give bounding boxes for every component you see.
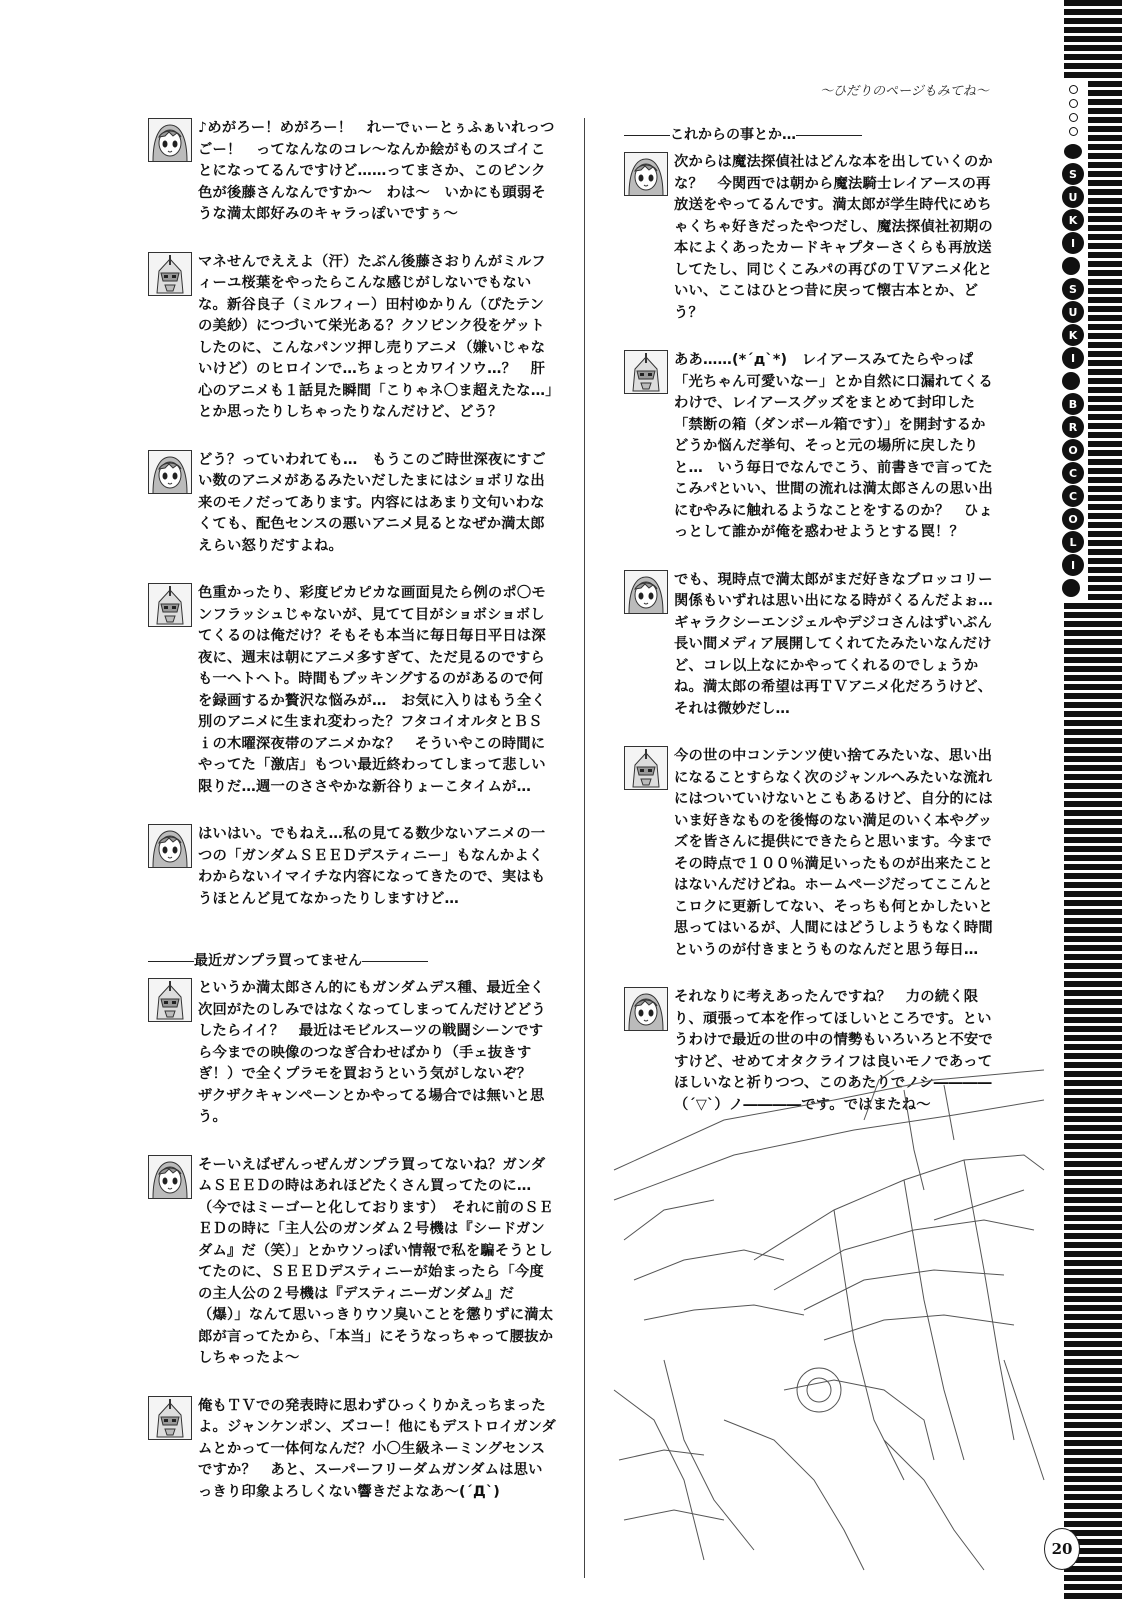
- left-column: [148, 118, 556, 1529]
- column-divider: [584, 118, 585, 1578]
- section-title: 最近ガンプラ買ってません: [194, 953, 362, 969]
- girl-face-icon: [148, 118, 192, 162]
- robot-head-icon: [148, 252, 192, 296]
- entry-text: 今の世の中コンテンツ使い捨てみたいな、思い出になることすらなく次のジャンルへみたいな流れにはついていけないとこもあるけど、自分的にはいま好きなものを後悔のない満足のいく本やグッズを皆さんに提供にできたらと思います。今までその時点で１００％満足いったものが出来たことはないんだけどね。ホームページだってここんとこロクに更新してない、そっちも何とかしたいと思ってはいるが、人間にはどうしようもなく時間というのが付きまとうものなんだと思う毎日…: [674, 748, 993, 958]
- page-number: 20: [1044, 1528, 1080, 1570]
- sidebar-letter: O: [1062, 439, 1084, 461]
- girl-face-icon: [624, 570, 668, 614]
- entry-text: ♪めがろー！めがろー！ れーでぃーとぅふぁいれっつごー！ ってなんなのコレ〜なんか絵がものスゴイことになってるんですけど……ってまさか、このピンク色が後藤さんなんですか〜 わは〜 いかにも頭弱そうな満太郎好みのキャラっぽいですぅ〜: [198, 120, 555, 222]
- sidebar-letter: K: [1062, 209, 1084, 231]
- sidebar-bullet: [1062, 372, 1080, 390]
- robot-head-icon: [148, 1396, 192, 1440]
- right-column: [624, 118, 1008, 1142]
- sidebar-letter: L: [1062, 531, 1084, 553]
- dialogue-entry: [624, 570, 1008, 721]
- entry-text: はいはい。でもねえ…私の見てる数少ないアニメの一つの「ガンダムＳＥＥＤデスティニー」もなんかよくわからないイマイチな内容になってきたので、実はもうほとんど見てなかったりしますけど…: [198, 826, 546, 907]
- sidebar-bullet: [1062, 579, 1080, 597]
- entry-text: マネせんでええよ（汗）たぶん後藤さおりんがミルフィーユ桜葉をやったらこんな感じがしないでもないな。新谷良子（ミルフィー）田村ゆかりん（ぴたテンの美紗）につづいて栄光ある？クソピンク役をゲットしたのに、こんなパンツ押し売りアニメ（嫌いじゃないけど）のヒロインで…ちょっとカワイソウ…？ 肝心のアニメも１話見た瞬間「こりゃネ〇ま超えたな…」とか思ったりしちゃったりなんだけど、どう？: [198, 253, 553, 420]
- dialogue-entry: [148, 583, 556, 798]
- sidebar-letter: S: [1062, 163, 1084, 185]
- girl-face-icon: [148, 1155, 192, 1199]
- sidebar-bullet: [1062, 257, 1080, 275]
- sidebar-letter: S: [1062, 278, 1084, 300]
- section-heading: [624, 124, 996, 144]
- girl-face-icon: [624, 987, 668, 1031]
- robot-head-icon: [148, 583, 192, 627]
- robot-head-icon: [624, 350, 668, 394]
- sidebar-letter: B: [1062, 393, 1084, 415]
- entry-text: 俺もＴＶでの発表時に思わずひっくりかえっちまったよ。ジャンケンポン、ズコー！他にもデストロイガンダムとかって一体何なんだ？小〇生級ネーミングセンスですか？ あと、スーパーフリーダムガンダムは思いっきり印象よろしくない響きだよなあ〜(´Д`): [198, 1397, 556, 1500]
- sidebar-letter: O: [1062, 508, 1084, 530]
- dialogue-entry: [624, 350, 996, 544]
- dialogue-entry: [148, 118, 556, 226]
- dialogue-entry: [148, 978, 556, 1129]
- sidebar-letter: I: [1062, 347, 1084, 369]
- dialogue-entry: [148, 1396, 556, 1504]
- sidebar-dots: [1069, 80, 1077, 141]
- entry-text: それなりに考えあったんですね？ 力の続く限り、頑張って本を作ってほしいところです。というわけで最近の世の中の情勢もいろいろと不安ですけど、せめてオタクライフは良いモノであってほしいなと祈りつつ、このあたりでノシ――――（´▽`）ノ――――です。ではまたね〜: [674, 989, 993, 1113]
- dialogue-entry: [624, 152, 996, 324]
- header-note: 〜ひだりのページもみてね〜: [820, 84, 989, 99]
- decorative-sidebar: [1058, 0, 1129, 1600]
- entry-text: 次からは魔法探偵社はどんな本を出していくのかな？ 今関西では朝から魔法騎士レイアースの再放送をやってるんです。満太郎が学生時代にめちゃくちゃ好きだったやつだし、魔法探偵社初期の本によくあったカードキャプターさくらも再放送してたし、同じくこみパの再びのＴＶアニメ化といい、ここはひとつ昔に戻って懐古本とか、どう？: [674, 154, 993, 321]
- dialogue-entry: [148, 1155, 556, 1370]
- robot-head-icon: [148, 978, 192, 1022]
- section-title: これからの事とか…: [670, 127, 796, 143]
- entry-text: というか満太郎さん的にもガンダムデス種、最近全く次回がたのしみではなくなってしまってんだけどどうしたらイイ？ 最近はモビルスーツの戦闘シーンですら今までの映像のつなぎ合わせばかり（手ェ抜きすぎ！）で全くプラモを買おうという気がしないぞ？ ザクザクキャンペーンとかやってる場合では無いと思う。: [198, 980, 546, 1125]
- sidebar-bullet: [1064, 144, 1082, 159]
- entry-text: どう？っていわれても… もうこのご時世深夜にすごい数のアニメがあるみたいだしたまにはショボリな出来のモノだってあります。内容にはあまり文句いわなくても、配色センスの悪いアニメ見るとなぜか満太郎えらい怒りだすよね。: [198, 451, 546, 554]
- sidebar-letter: C: [1062, 462, 1084, 484]
- girl-face-icon: [148, 450, 192, 494]
- robot-mecha-sketch: [604, 1060, 1056, 1580]
- sidebar-letter: K: [1062, 324, 1084, 346]
- sidebar-letters: [1062, 162, 1084, 600]
- sidebar-letter: C: [1062, 485, 1084, 507]
- sidebar-letter: R: [1062, 416, 1084, 438]
- entry-text: そーいえばぜんっぜんガンプラ買ってないね？ガンダムＳＥＥＤの時はあれほどたくさん買ってたのに…（今ではミーゴーと化しております） それに前のＳＥＥＤの時に「主人公のガンダム２号機は『シードガンダム』だ（笑）」とかウソっぽい情報で私を騙そうとしてたのに、ＳＥＥＤデスティニーが始まったら「今度の主人公の２号機は『デスティニーガンダム』だ（爆）」なんて思いっきりウソ臭いことを懲りずに満太郎が言ってたから、「本当」にそうなっちゃって腰抜かしちゃったよ〜: [198, 1156, 554, 1366]
- sidebar-band: [1058, 80, 1088, 600]
- dialogue-entry: [624, 746, 996, 961]
- entry-text: 色重かったり、彩度ピカピカな画面見たら例のポ〇モンフラッシュじゃないが、見てて目がショボショボしてくるのは俺だけ？そもそも本当に毎日毎日平日は深夜に、週末は朝にアニメ多すぎて、ただ見るのですらも一ヘトヘト。時間もブッキングするのがあるので何を録画するか贅沢な悩みが… お気に入りはもう全く別のアニメに生まれ変わった？フタコイオルタとＢＳｉの木曜深夜帯のアニメかな？ そういやこの時間にやってた「激店」もつい最近終わってしまって悲しい限りだ…週一のささやかな新谷りょーこタイムが…: [198, 585, 546, 795]
- entry-text: ああ……(*´д`*) レイアースみてたらやっぱ「光ちゃん可愛いなー」とか自然に口漏れてくるわけで、レイアースグッズをまとめて封印した「禁断の箱（ダンボール箱です）」を開封するかどうか悩んだ挙句、そっと元の場所に戻したりと… いう毎日でなんでこう、前書きで言ってたこみパといい、世間の流れは満太郎さんの思い出にむやみに触れるようなことをするのか？ ひょっとして誰かが俺を惑わせようとする罠！？: [674, 352, 993, 540]
- dialogue-entry: [148, 824, 556, 910]
- girl-face-icon: [624, 152, 668, 196]
- sidebar-letter: I: [1062, 232, 1084, 254]
- entry-text: でも、現時点で満太郎がまだ好きなブロッコリー関係もいずれは思い出になる時がくるんだよぉ… ギャラクシーエンジェルやデジコさんはずいぶん長い間メディア展開してくれてたみたいなんだけど、コレ以上なにかやってくれるのでしょうかね。満太郎の希望は再ＴＶアニメ化だろうけど、それは微妙だし…: [674, 571, 1008, 717]
- sidebar-letter: U: [1062, 301, 1084, 323]
- sidebar-letter: I: [1062, 554, 1084, 576]
- sidebar-letter: U: [1062, 186, 1084, 208]
- dialogue-entry: [148, 252, 556, 424]
- robot-head-icon: [624, 746, 668, 790]
- section-heading: [148, 950, 556, 970]
- dialogue-entry: [148, 450, 556, 558]
- girl-face-icon: [148, 824, 192, 868]
